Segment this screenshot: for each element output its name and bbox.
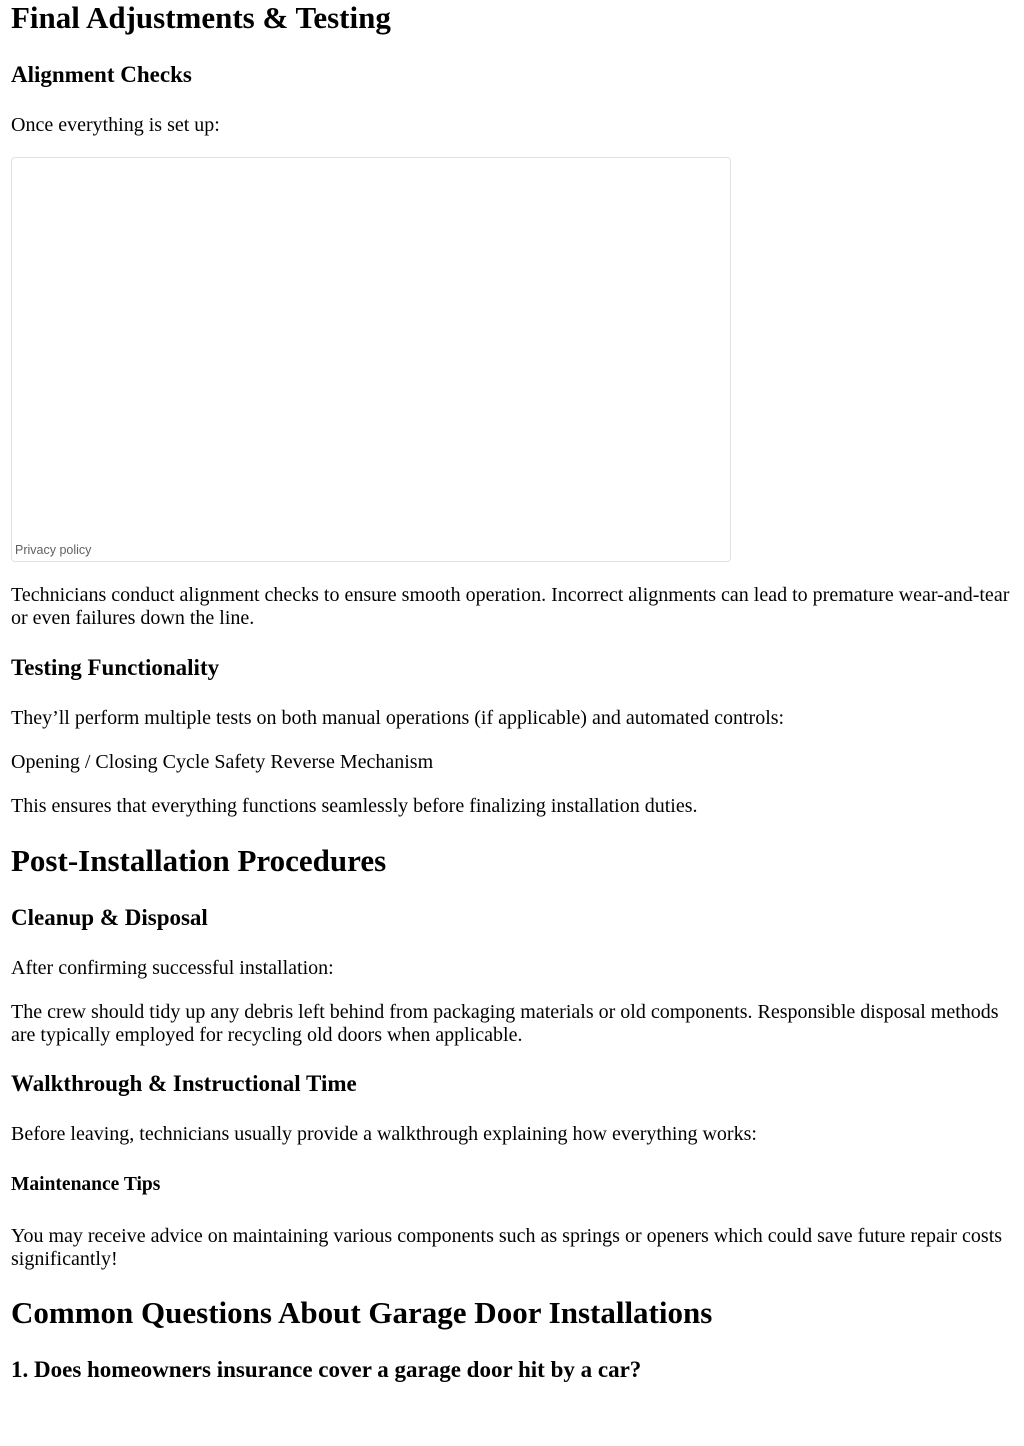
section-heading-final-adjustments: Final Adjustments & Testing [11, 0, 391, 35]
alignment-intro-text: Once everything is set up: [11, 114, 220, 136]
subheading-maintenance-tips: Maintenance Tips [11, 1174, 161, 1195]
cleanup-body-text: The crew should tidy up any debris left behind from packaging materials or old components. Responsible disposal methods are typically employed for recycling old doors when applicable. [11, 1001, 999, 1046]
alignment-body-text: Technicians conduct alignment checks to ensure smooth operation. Incorrect alignments can lead to premature wear-and-tear or even failures down the line. [11, 584, 1010, 629]
walkthrough-intro-text: Before leaving, technicians usually provide a walkthrough explaining how everything works: [11, 1123, 757, 1145]
subheading-walkthrough: Walkthrough & Instructional Time [11, 1071, 357, 1096]
privacy-policy-link[interactable]: Privacy policy [15, 543, 92, 557]
maintenance-tips-body-text: You may receive advice on maintaining various components such as springs or openers which could save future repair costs significantly! [11, 1225, 1003, 1270]
embedded-map-frame[interactable] [11, 157, 731, 562]
subheading-cleanup-disposal: Cleanup & Disposal [11, 905, 208, 930]
subheading-testing-functionality: Testing Functionality [11, 655, 220, 680]
testing-body-text: This ensures that everything functions seamlessly before finalizing installation duties. [11, 795, 698, 817]
section-heading-post-installation: Post-Installation Procedures [11, 843, 387, 878]
section-heading-common-questions: Common Questions About Garage Door Installations [11, 1295, 713, 1330]
cleanup-intro-text: After confirming successful installation: [11, 957, 334, 979]
testing-intro-text: They’ll perform multiple tests on both manual operations (if applicable) and automated controls: [11, 707, 785, 729]
testing-list-text: Opening / Closing Cycle Safety Reverse Mechanism [11, 751, 434, 773]
subheading-alignment-checks: Alignment Checks [11, 62, 192, 87]
faq-question-1: 1. Does homeowners insurance cover a garage door hit by a car? [11, 1357, 642, 1382]
